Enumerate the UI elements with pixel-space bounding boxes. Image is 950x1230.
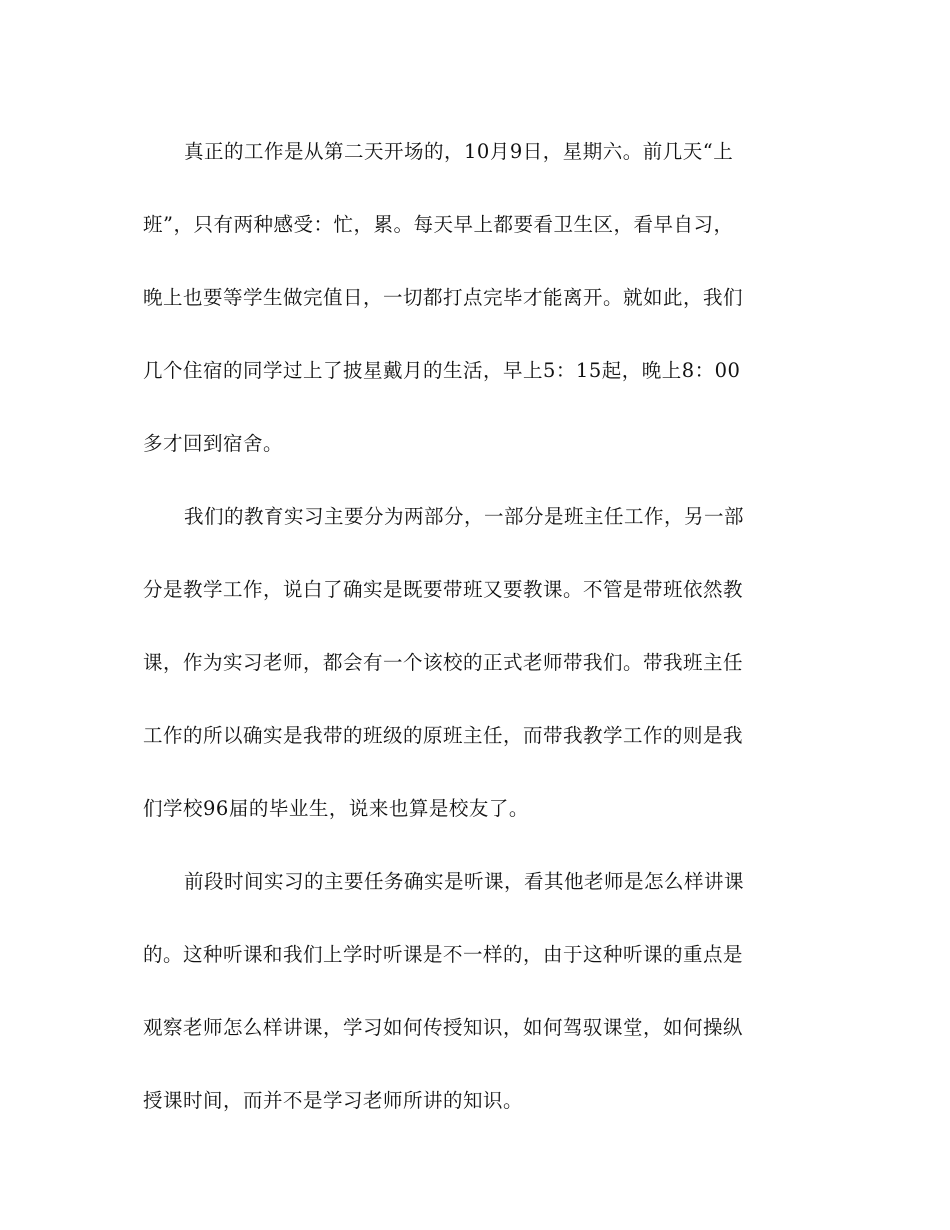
text-line: 我们的教育实习主要分为两部分，一部分是班主任工作，另一部 — [184, 505, 745, 528]
text-line: 工作的所以确实是我带的班级的原班主任，而带我教学工作的则是我 — [143, 724, 744, 747]
text-line: 授课时间，而并不是学习老师所讲的知识。 — [143, 1089, 524, 1112]
text-line: 几个住宿的同学过上了披星戴月的生活，早上5：15起，晚上8：00 — [143, 359, 741, 382]
text-line: 分是教学工作，说白了确实是既要带班又要教课。不管是带班依然教 — [143, 578, 744, 601]
paragraph-3 — [143, 845, 795, 1137]
text-line: 观察老师怎么样讲课，学习如何传授知识，如何驾驭课堂，如何操纵 — [143, 1016, 744, 1039]
paragraph-2 — [143, 480, 795, 845]
text-line: 的。这种听课和我们上学时听课是不一样的，由于这种听课的重点是 — [143, 943, 744, 966]
text-line: 前段时间实习的主要任务确实是听课，看其他老师是怎么样讲课 — [184, 870, 745, 893]
document-body — [143, 115, 795, 1137]
text-line: 班”，只有两种感受：忙，累。每天早上都要看卫生区，看早自习， — [143, 213, 734, 236]
paragraph-1 — [143, 115, 795, 480]
text-line: 们学校96届的毕业生，说来也算是校友了。 — [143, 797, 529, 820]
text-line: 课，作为实习老师，都会有一个该校的正式老师带我们。带我班主任 — [143, 651, 744, 674]
text-line: 多才回到宿舍。 — [143, 432, 284, 455]
text-line: 晚上也要等学生做完值日，一切都打点完毕才能离开。就如此，我们 — [143, 286, 744, 309]
text-line: 真正的工作是从第二天开场的，10月9日，星期六。前几天“上 — [184, 140, 734, 163]
